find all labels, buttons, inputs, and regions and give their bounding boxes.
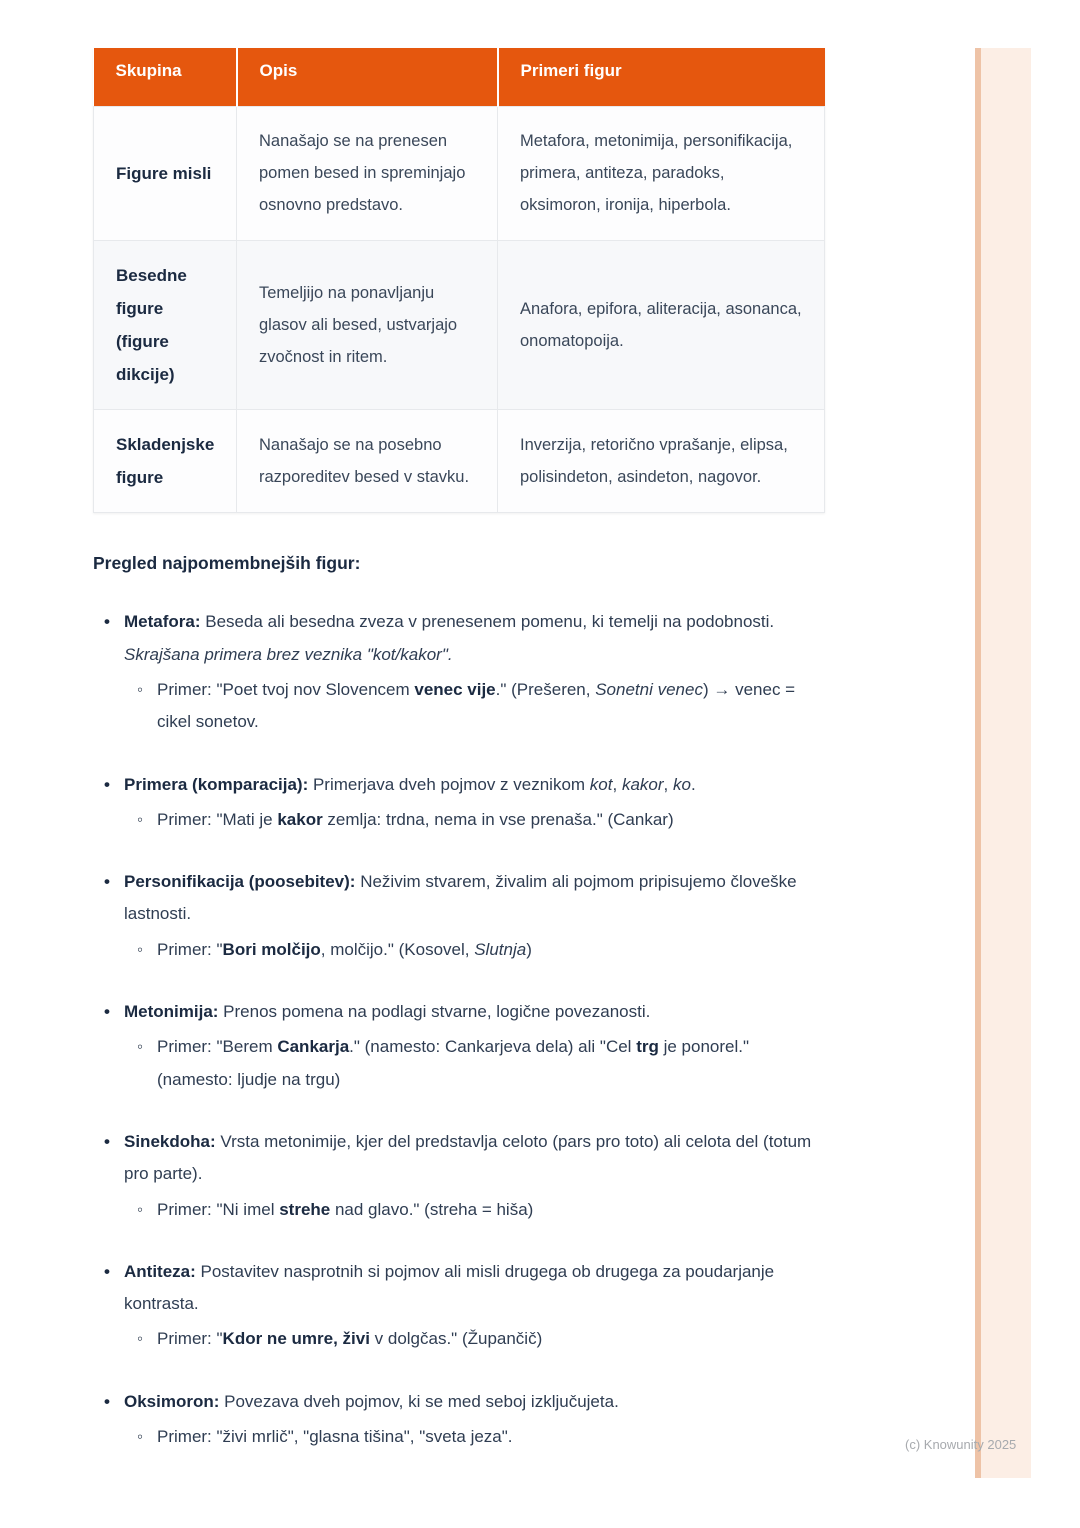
- text-segment: Primer: "živi mrlič", "glasna tišina", "sveta jeza".: [157, 1427, 513, 1446]
- text-segment: trg: [636, 1037, 659, 1057]
- text-segment: ,: [612, 774, 622, 794]
- table-row-figure-misli: [94, 107, 825, 241]
- example-line: [93, 1031, 824, 1096]
- text-segment: Postavitev nasprotnih si pojmov ali misli drugega ob drugega za poudarjanje kontrasta.: [124, 1261, 775, 1314]
- text-segment: v dolgčas." (Župančič): [369, 1329, 543, 1349]
- text-segment: ,: [663, 774, 673, 794]
- definition-line: [93, 866, 824, 931]
- cell-description: Nanašajo se na prenesen pomen besed in spreminjajo osnovno predstavo.: [237, 107, 498, 241]
- cell-group: Skladenjske figure: [94, 410, 237, 513]
- side-accent-stripe: [975, 48, 1031, 1478]
- copyright-note: (c) Knowunity 2025: [905, 1437, 1017, 1452]
- definition-line: [93, 1126, 824, 1191]
- column-header-skupina: Skupina: [94, 48, 237, 107]
- definition-line: [93, 606, 824, 671]
- text-segment: Antiteza:: [124, 1261, 201, 1281]
- text-segment: Metonimija:: [124, 1002, 224, 1022]
- example-line: [93, 1194, 824, 1226]
- cell-description: Nanašajo se na posebno razporeditev besed v stavku.: [237, 410, 498, 513]
- text-segment: kot: [589, 774, 613, 794]
- document-content: [93, 48, 824, 1453]
- text-segment: Oksimoron:: [124, 1391, 225, 1411]
- cell-group: Besedne figure (figure dikcije): [94, 240, 237, 410]
- example-line: [93, 1323, 824, 1355]
- text-segment: Primer: "Poet tvoj nov Slovencem: [157, 679, 415, 699]
- text-segment: venec vije: [414, 679, 496, 699]
- text-segment: Primer: ": [157, 939, 223, 959]
- example-line: [93, 1421, 824, 1453]
- cell-examples: Metafora, metonimija, personifikacija, primera, antiteza, paradoks, oksimoron, ironija, hiperbola.: [498, 107, 825, 241]
- text-segment: Cankarja: [277, 1037, 350, 1057]
- text-segment: Primer: "Ni imel: [157, 1199, 280, 1219]
- text-segment: Povezava dveh pojmov, ki se med seboj izključujeta.: [224, 1391, 619, 1411]
- text-segment: Beseda ali besedna zveza v prenesenem pomenu, ki temelji na podobnosti.: [205, 612, 775, 632]
- text-segment: Metafora:: [124, 612, 206, 632]
- example-line: [93, 934, 824, 966]
- table-row-skladenjske-figure: [94, 410, 825, 513]
- list-item-oksimoron: [93, 1386, 824, 1454]
- figures-table: [93, 48, 825, 513]
- cell-group: Figure misli: [94, 107, 237, 241]
- text-segment: Skrajšana primera brez veznika "kot/kakor".: [124, 644, 453, 664]
- text-segment: kakor: [621, 774, 664, 794]
- section-heading: Pregled najpomembnejših figur:: [93, 553, 361, 574]
- table-header-row: [94, 48, 825, 107]
- definition-line: [93, 1256, 824, 1321]
- text-segment: ko: [672, 774, 691, 794]
- text-segment: Primera (komparacija):: [124, 774, 313, 794]
- text-segment: Vrsta metonimije, kjer del predstavlja celoto (pars pro toto) ali celota del (totum pro parte).: [124, 1131, 812, 1184]
- cell-description: Temeljijo na ponavljanju glasov ali besed, ustvarjajo zvočnost in ritem.: [237, 240, 498, 410]
- text-segment: zemlja: trdna, nema in vse prenaša." (Cankar): [322, 809, 674, 829]
- text-segment: Primer: "Berem: [157, 1037, 278, 1057]
- text-segment: strehe: [279, 1199, 331, 1219]
- definition-line: [93, 769, 824, 801]
- column-header-opis: Opis: [237, 48, 498, 107]
- text-segment: Personifikacija (poosebitev):: [124, 872, 361, 892]
- text-segment: Kdor ne umre, živi: [222, 1329, 370, 1349]
- table-row-besedne-figure: [94, 240, 825, 410]
- text-segment: Primer: "Mati je: [157, 809, 278, 829]
- text-segment: ) → venec = cikel sonetov.: [157, 679, 796, 732]
- text-segment: ." (namesto: Cankarjeva dela) ali "Cel: [349, 1037, 637, 1057]
- text-segment: Neživim stvarem, živalim ali pojmom pripisujemo človeške lastnosti.: [124, 872, 797, 924]
- cell-examples: Inverzija, retorično vprašanje, elipsa, polisindeton, asindeton, nagovor.: [498, 410, 825, 513]
- definition-line: [93, 1386, 824, 1418]
- example-line: [93, 804, 824, 836]
- column-header-primeri-figur: Primeri figur: [498, 48, 825, 107]
- text-segment: ." (Prešeren,: [495, 679, 596, 699]
- text-segment: Primerjava dveh pojmov z veznikom: [312, 774, 590, 794]
- list-item-metafora: [93, 606, 824, 738]
- text-segment: Prenos pomena na podlagi stvarne, logične povezanosti.: [223, 1002, 651, 1022]
- text-segment: kakor: [277, 809, 323, 829]
- text-segment: je ponorel." (namesto: ljudje na trgu): [157, 1037, 750, 1089]
- text-segment: Sonetni venec: [595, 679, 703, 699]
- figures-list: [93, 606, 824, 1453]
- list-item-antiteza: [93, 1256, 824, 1356]
- list-item-metonimija: [93, 996, 824, 1096]
- text-segment: Sinekdoha:: [124, 1131, 221, 1151]
- cell-examples: Anafora, epifora, aliteracija, asonanca, onomatopoija.: [498, 240, 825, 410]
- text-segment: , molčijo." (Kosovel,: [320, 939, 475, 959]
- text-segment: Slutnja: [474, 939, 527, 959]
- list-item-personifikacija: [93, 866, 824, 966]
- example-line: [93, 674, 824, 739]
- text-segment: ): [526, 939, 532, 959]
- list-item-sinekdoha: [93, 1126, 824, 1226]
- text-segment: Primer: ": [157, 1329, 223, 1349]
- text-segment: Bori molčijo: [222, 939, 321, 959]
- definition-line: [93, 996, 824, 1028]
- text-segment: .: [690, 774, 696, 794]
- list-item-primera: [93, 769, 824, 837]
- text-segment: nad glavo." (streha = hiša): [330, 1199, 534, 1219]
